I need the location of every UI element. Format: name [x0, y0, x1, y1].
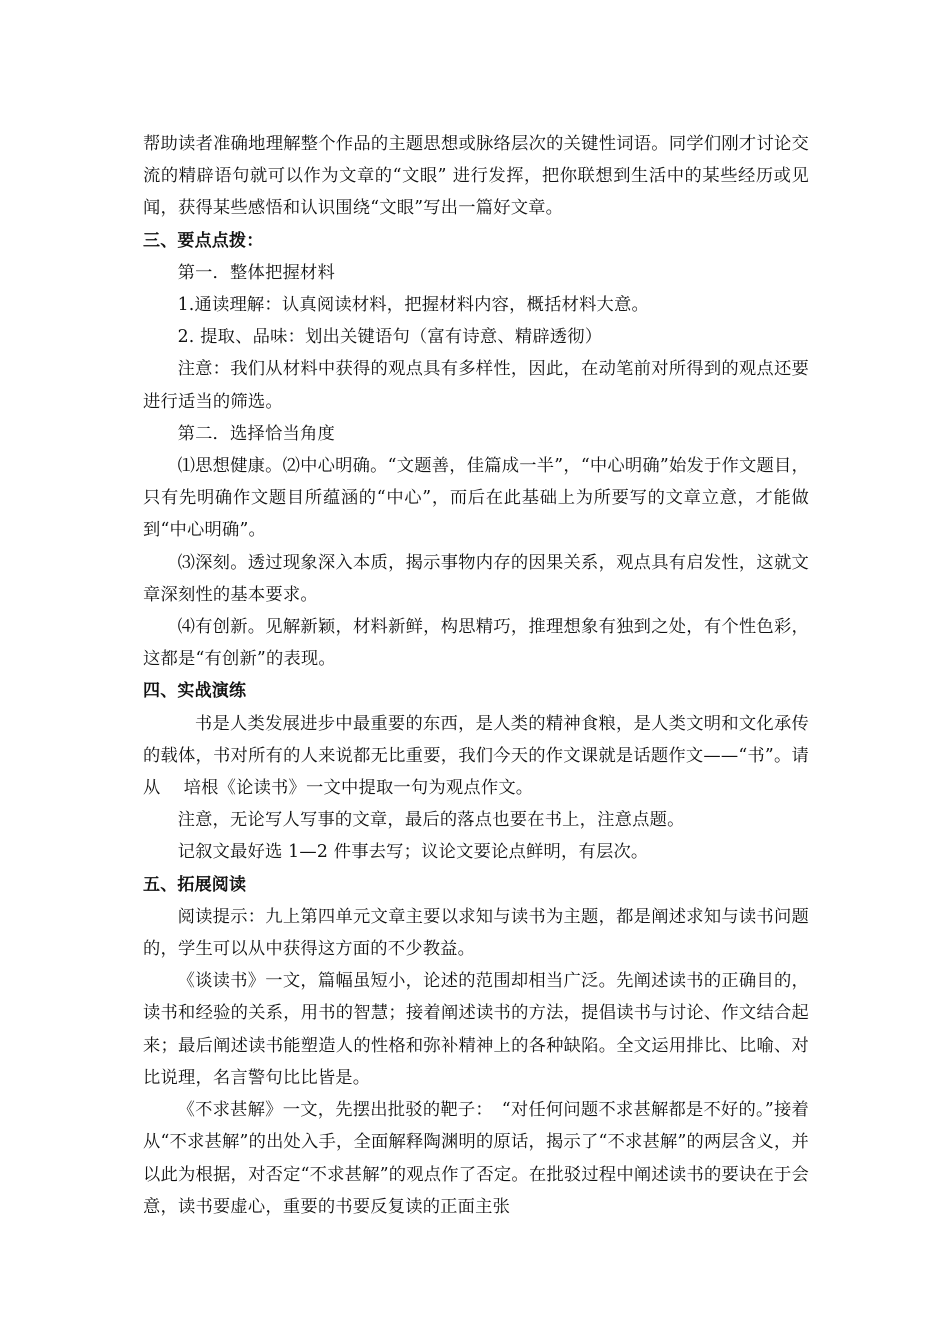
subheading-grasp-material: 第一．整体把握材料 [177, 262, 335, 283]
section-heading-practice: 四、实战演练 [143, 681, 247, 702]
paragraph-profound: ⑶深刻。透过现象深入本质，揭示事物内存的因果关系，观点具有启发性，这就文章深刻性的基本要求。 [143, 552, 809, 605]
paragraph-practice-topic: 书是人类发展进步中最重要的东西，是人类的精神食粮，是人类文明和文化承传的载体，书对所有的人来说都无比重要，我们今天的作文课就是话题作文——“书”。请从 培根《论读书》一文中提取一句为观点作文。 [143, 713, 809, 799]
paragraph-reading-hint: 阅读提示：九上第四单元文章主要以求知与读书为主题，都是阐述求知与读书问题的，学生可以从中获得这方面的不少教益。 [143, 906, 809, 960]
paragraph-practice-note: 注意，无论写人写事的文章，最后的落点也要在书上，注意点题。 [177, 810, 685, 831]
paragraph-intro-continuation: 帮助读者准确地理解整个作品的主题思想或脉络层次的关键性词语。同学们刚才讨论交流的精辟语句就可以作为文章的“文眼” 进行发挥，把你联想到生活中的某些经历或见闻，获得某些感悟和认识围绕“文眼”写出一篇好文章。 [143, 134, 809, 219]
paragraph-not-seeking-deep: 《不求甚解》一文，先摆出批驳的靶子： “对任何问题不求甚解都是不好的。”接着从“不求甚解”的出处入手，全面解释陶渊明的原话，揭示了“不求甚解”的两层含义，并以此为根据，对否定“不求甚解”的观点作了否定。在批驳过程中阐述读书的要诀在于会意，读书要虚心，重要的书要反复读的正面主张 [143, 1100, 809, 1217]
paragraph-healthy-clear: ⑴思想健康。⑵中心明确。“文题善，佳篇成一半”，“中心明确”始发于作文题目，只有先明确作文题目所蕴涵的“中心”，而后在此基础上为所要写的文章立意，才能做到“中心明确”。 [143, 456, 809, 541]
paragraph-note-filter: 注意：我们从材料中获得的观点具有多样性，因此，在动笔前对所得到的观点还要进行适当的筛选。 [143, 359, 809, 412]
section-heading-extended-reading: 五、拓展阅读 [143, 874, 247, 895]
paragraph-extract-savor: 2. 提取、品味：划出关键语句（富有诗意、精辟透彻） [177, 327, 603, 348]
section-heading-key-points: 三、要点点拨： [143, 230, 264, 251]
paragraph-read-understand: 1.通读理解：认真阅读材料，把握材料内容，概括材料大意。 [177, 295, 649, 316]
paragraph-on-reading: 《谈读书》一文，篇幅虽短小，论述的范围却相当广泛。先阐述读书的正确目的，读书和经验的关系，用书的智慧；接着阐述读书的方法，提倡读书与讨论、作文结合起来；最后阐述读书能塑造人的性格和弥补精神上的各种缺陷。全文运用排比、比喻、对比说理，名言警句比比皆是。 [143, 971, 809, 1088]
paragraph-innovation: ⑷有创新。见解新颖，材料新鲜，构思精巧，推理想象有独到之处，有个性色彩，这都是“有创新”的表现。 [143, 617, 809, 670]
subheading-choose-angle: 第二．选择恰当角度 [177, 423, 335, 444]
paragraph-practice-tip: 记叙文最好选 1—2 件事去写；议论文要论点鲜明，有层次。 [177, 842, 649, 863]
document-page [143, 128, 809, 1223]
